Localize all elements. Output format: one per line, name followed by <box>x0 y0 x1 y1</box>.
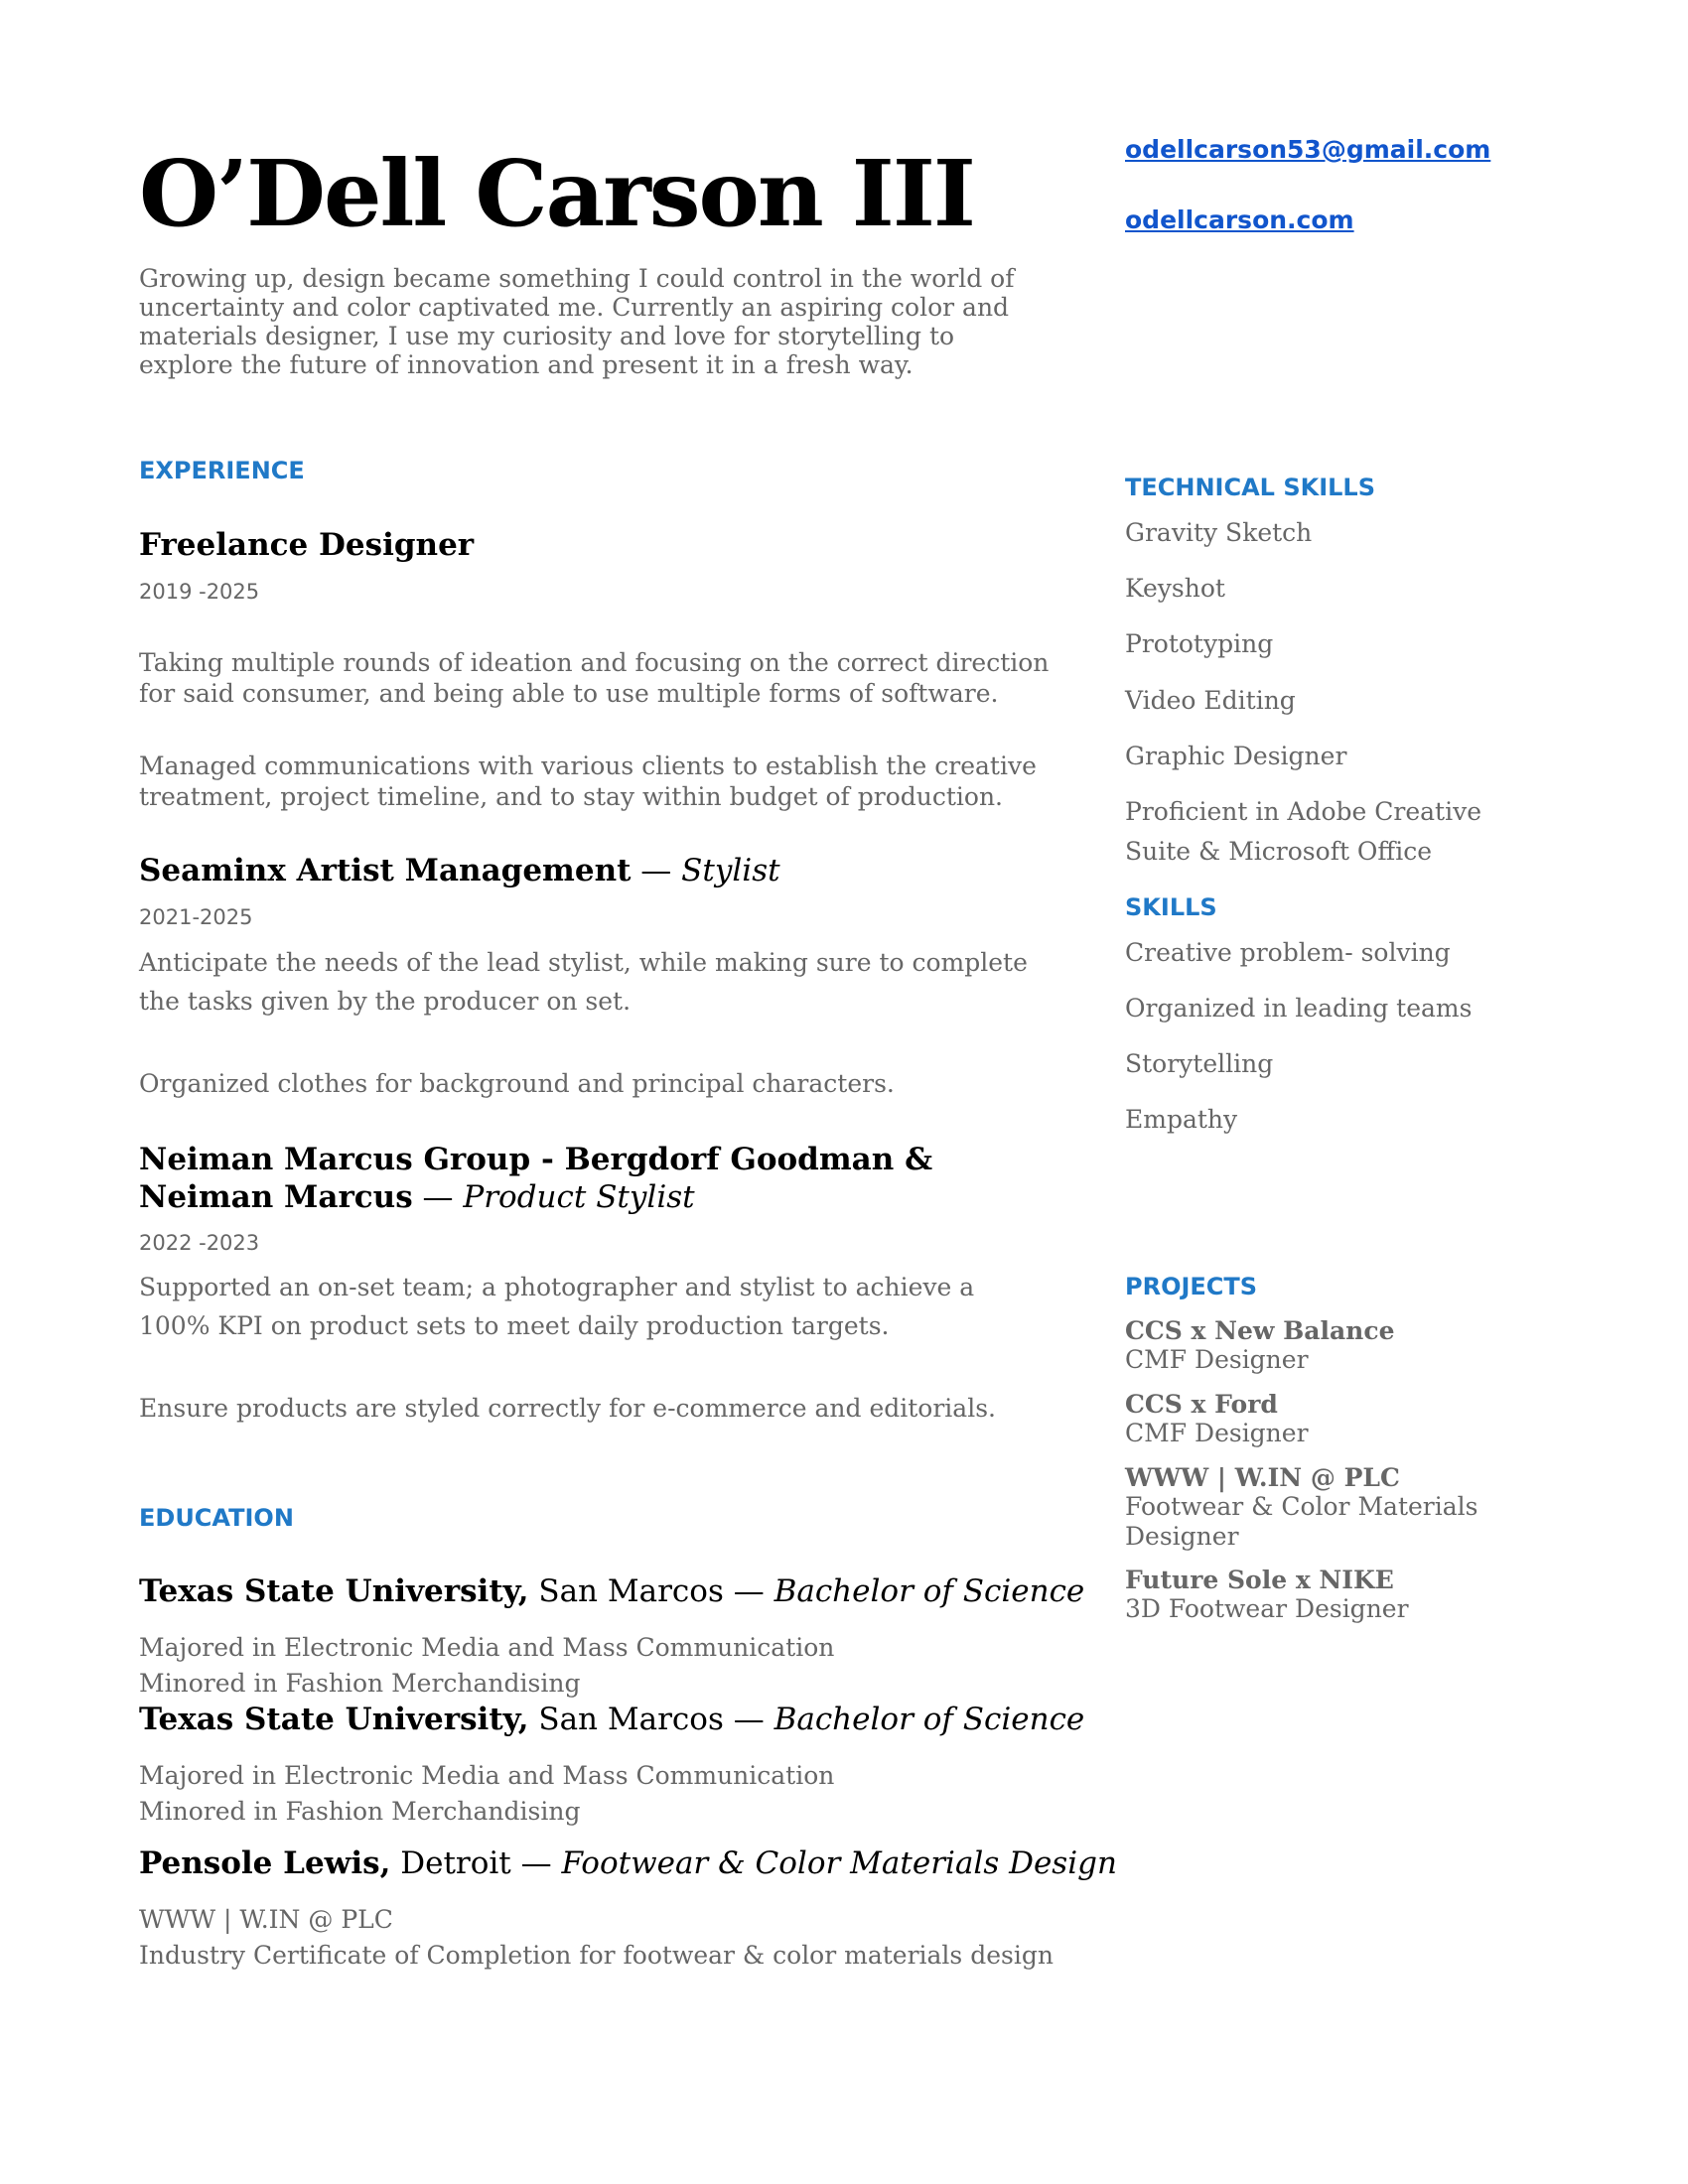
technical-skills-heading: TECHNICAL SKILLS <box>1125 474 1375 501</box>
technical-skill-item: Video Editing <box>1125 686 1296 715</box>
school-name: Texas State University, <box>139 1573 529 1609</box>
project-role: CMF Designer <box>1125 1345 1309 1374</box>
education-title <box>139 1572 1084 1610</box>
degree: Bachelor of Science <box>774 1573 1085 1609</box>
education-detail: WWW | W.IN @ PLC <box>139 1905 393 1934</box>
skill-item: Creative problem- solving <box>1125 938 1451 967</box>
project-title: CCS x New Balance <box>1125 1316 1395 1345</box>
school-location: Detroit — <box>390 1845 562 1881</box>
experience-heading: EXPERIENCE <box>139 457 305 484</box>
skill-item: Storytelling <box>1125 1049 1274 1078</box>
education-title <box>139 1844 1117 1882</box>
school-location: San Marcos — <box>528 1702 774 1737</box>
job-separator: — <box>631 853 682 888</box>
technical-skill-item: Keyshot <box>1125 574 1225 603</box>
job-bullet: Supported an on-set team; a photographer and stylist to achieve a 100% KPI on product sets to meet daily production targets. <box>139 1273 975 1340</box>
project-title: Future Sole x NIKE <box>1125 1566 1394 1594</box>
project-role: Footwear & Color Materials Designer <box>1125 1492 1478 1551</box>
technical-skill-item: Prototyping <box>1125 629 1274 658</box>
summary-paragraph: Growing up, design became something I could control in the world of uncertainty and color captivated me. Currently an aspiring color and materials designer, I use my curiosity and love for storytelling to explore the future of innovation and present it in a fresh way. <box>139 264 1015 379</box>
skill-item: Organized in leading teams <box>1125 994 1473 1023</box>
job-org: Neiman Marcus Group - Bergdorf Goodman & Neiman Marcus <box>139 1142 933 1215</box>
degree: Bachelor of Science <box>774 1702 1085 1737</box>
job-bullet: Anticipate the needs of the lead stylist, while making sure to complete the tasks given by the producer on set. <box>139 948 1028 1016</box>
technical-skill-item: Gravity Sketch <box>1125 518 1313 547</box>
job-dates: 2022 -2023 <box>139 1231 260 1255</box>
job-title-freelance <box>139 526 1033 564</box>
project-title: WWW | W.IN @ PLC <box>1125 1463 1400 1492</box>
job-bullet: Organized clothes for background and principal characters. <box>139 1069 895 1098</box>
project-title: CCS x Ford <box>1125 1390 1278 1419</box>
education-detail: Minored in Fashion Merchandising <box>139 1797 581 1826</box>
skills-heading: SKILLS <box>1125 893 1217 921</box>
job-org: Freelance Designer <box>139 527 475 563</box>
education-detail: Minored in Fashion Merchandising <box>139 1669 581 1698</box>
website-link[interactable]: odellcarson.com <box>1125 205 1354 234</box>
job-org: Seaminx Artist Management <box>139 853 632 888</box>
job-title-neiman <box>139 1141 1033 1216</box>
education-title <box>139 1701 1084 1738</box>
project-role: 3D Footwear Designer <box>1125 1594 1409 1623</box>
skill-item: Empathy <box>1125 1105 1238 1134</box>
technical-skill-item: Graphic Designer <box>1125 742 1347 770</box>
school-name: Pensole Lewis, <box>139 1845 391 1881</box>
job-dates: 2021-2025 <box>139 905 253 929</box>
resume-name: O’Dell Carson III <box>139 140 974 247</box>
school-location: San Marcos — <box>528 1573 774 1609</box>
technical-skill-item: Proficient in Adobe Creative Suite & Microsoft Office <box>1125 797 1482 866</box>
job-role: Stylist <box>681 853 780 888</box>
job-bullet: Taking multiple rounds of ideation and focusing on the correct direction for said consumer, and being able to use multiple forms of software. <box>139 648 1050 708</box>
job-dates: 2019 -2025 <box>139 580 260 604</box>
education-heading: EDUCATION <box>139 1504 294 1532</box>
job-bullet: Managed communications with various clients to establish the creative treatment, project timeline, and to stay within budget of production. <box>139 751 1037 811</box>
job-bullet: Ensure products are styled correctly for e-commerce and editorials. <box>139 1394 996 1423</box>
projects-heading: PROJECTS <box>1125 1273 1258 1300</box>
school-name: Texas State University, <box>139 1702 529 1737</box>
job-separator: — <box>412 1179 464 1215</box>
project-role: CMF Designer <box>1125 1419 1309 1447</box>
education-detail: Industry Certificate of Completion for footwear & color materials design <box>139 1941 1054 1970</box>
education-detail: Majored in Electronic Media and Mass Communication <box>139 1761 835 1790</box>
job-role: Product Stylist <box>463 1179 695 1215</box>
job-title-seaminx <box>139 852 1033 889</box>
email-link[interactable]: odellcarson53@gmail.com <box>1125 135 1491 164</box>
education-detail: Majored in Electronic Media and Mass Communication <box>139 1633 835 1662</box>
degree: Footwear & Color Materials Design <box>561 1845 1117 1881</box>
